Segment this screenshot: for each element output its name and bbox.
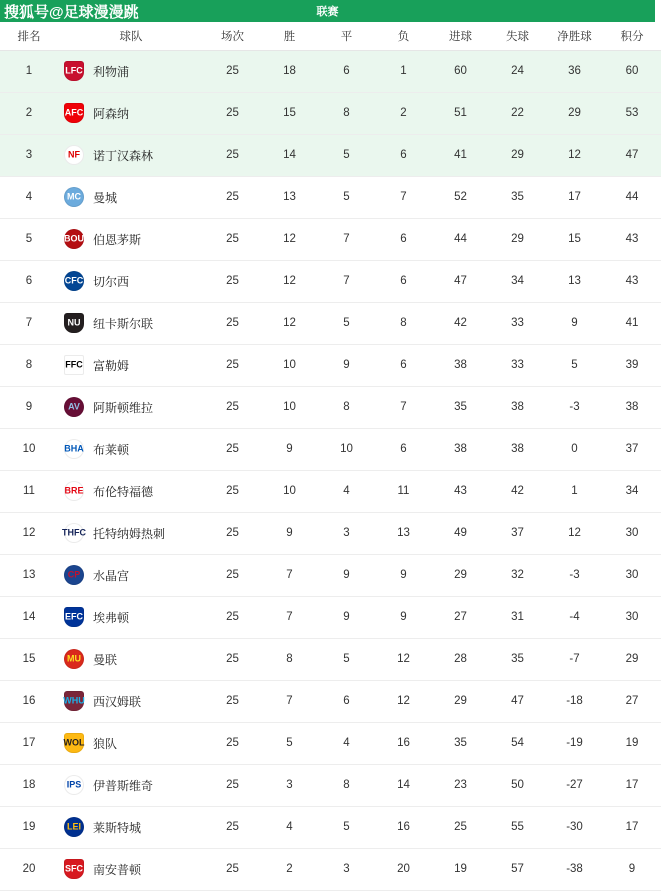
cell-goal-diff: 29 <box>546 92 603 134</box>
cell-goals-against: 24 <box>489 50 546 92</box>
cell-rank: 17 <box>0 722 58 764</box>
table-row[interactable] <box>0 680 661 722</box>
cell-team[interactable] <box>58 92 204 134</box>
cell-points: 30 <box>603 512 661 554</box>
cell-goals-for: 23 <box>432 764 489 806</box>
cell-rank: 1 <box>0 50 58 92</box>
cell-team[interactable] <box>58 554 204 596</box>
cell-played: 25 <box>204 848 261 890</box>
team-crest-icon: NF <box>64 145 84 165</box>
team-crest-icon: IPS <box>64 775 84 795</box>
cell-goals-against: 34 <box>489 260 546 302</box>
cell-goal-diff: 5 <box>546 344 603 386</box>
team-name: 阿森纳 <box>93 106 130 121</box>
cell-draw: 4 <box>318 722 375 764</box>
cell-goals-for: 51 <box>432 92 489 134</box>
cell-goals-against: 35 <box>489 176 546 218</box>
cell-points: 30 <box>603 554 661 596</box>
table-row[interactable] <box>0 344 661 386</box>
cell-goal-diff: -27 <box>546 764 603 806</box>
cell-played: 25 <box>204 470 261 512</box>
cell-goals-for: 47 <box>432 260 489 302</box>
cell-win: 12 <box>261 260 318 302</box>
table-row[interactable] <box>0 512 661 554</box>
cell-rank: 18 <box>0 764 58 806</box>
cell-goals-for: 38 <box>432 344 489 386</box>
cell-goals-against: 54 <box>489 722 546 764</box>
cell-goals-against: 31 <box>489 596 546 638</box>
cell-points: 41 <box>603 302 661 344</box>
cell-rank: 10 <box>0 428 58 470</box>
cell-draw: 3 <box>318 512 375 554</box>
table-row[interactable] <box>0 218 661 260</box>
cell-goals-for: 43 <box>432 470 489 512</box>
team-crest-icon: LFC <box>64 61 84 81</box>
cell-rank: 5 <box>0 218 58 260</box>
team-crest-icon: NU <box>64 313 84 333</box>
cell-win: 7 <box>261 596 318 638</box>
cell-goals-against: 38 <box>489 386 546 428</box>
col-goals-for: 进球 <box>432 22 489 50</box>
cell-played: 25 <box>204 428 261 470</box>
team-crest-icon: FFC <box>64 355 84 375</box>
cell-points: 17 <box>603 764 661 806</box>
table-row[interactable] <box>0 92 661 134</box>
team-name: 曼城 <box>93 190 118 205</box>
cell-goals-against: 50 <box>489 764 546 806</box>
team-crest-icon: AV <box>64 397 84 417</box>
team-crest-icon: MC <box>64 187 84 207</box>
cell-played: 25 <box>204 680 261 722</box>
table-row[interactable] <box>0 302 661 344</box>
cell-team[interactable] <box>58 344 204 386</box>
cell-draw: 5 <box>318 806 375 848</box>
cell-team[interactable] <box>58 218 204 260</box>
top-bar <box>0 0 655 22</box>
team-name: 曼联 <box>93 652 118 667</box>
table-row[interactable] <box>0 848 661 890</box>
cell-goals-against: 47 <box>489 680 546 722</box>
cell-goals-for: 44 <box>432 218 489 260</box>
cell-goal-diff: -7 <box>546 638 603 680</box>
table-body <box>0 50 661 890</box>
table-header <box>0 22 661 50</box>
team-name: 西汉姆联 <box>93 694 142 709</box>
cell-goal-diff: 12 <box>546 512 603 554</box>
cell-played: 25 <box>204 554 261 596</box>
cell-goals-against: 57 <box>489 848 546 890</box>
col-win: 胜 <box>261 22 318 50</box>
cell-rank: 12 <box>0 512 58 554</box>
cell-draw: 8 <box>318 386 375 428</box>
cell-played: 25 <box>204 596 261 638</box>
team-crest-icon: WOL <box>64 733 84 753</box>
cell-draw: 7 <box>318 260 375 302</box>
site-brand: 搜狐号@足球漫漫跳 <box>4 3 139 21</box>
cell-team[interactable] <box>58 134 204 176</box>
cell-win: 5 <box>261 722 318 764</box>
cell-win: 13 <box>261 176 318 218</box>
cell-loss: 9 <box>375 554 432 596</box>
cell-rank: 3 <box>0 134 58 176</box>
table-row[interactable] <box>0 596 661 638</box>
cell-played: 25 <box>204 722 261 764</box>
table-row[interactable] <box>0 50 661 92</box>
cell-team[interactable] <box>58 428 204 470</box>
cell-loss: 6 <box>375 344 432 386</box>
cell-goals-against: 29 <box>489 134 546 176</box>
cell-goals-for: 25 <box>432 806 489 848</box>
team-crest-icon: CFC <box>64 271 84 291</box>
cell-draw: 9 <box>318 596 375 638</box>
cell-points: 60 <box>603 50 661 92</box>
cell-team[interactable] <box>58 848 204 890</box>
cell-points: 27 <box>603 680 661 722</box>
team-name: 伊普斯维奇 <box>93 778 154 793</box>
team-name: 莱斯特城 <box>93 820 142 835</box>
team-name: 诺丁汉森林 <box>93 148 154 163</box>
cell-team[interactable] <box>58 806 204 848</box>
team-crest-icon: WHU <box>64 691 84 711</box>
cell-played: 25 <box>204 134 261 176</box>
cell-loss: 16 <box>375 722 432 764</box>
team-crest-icon: MU <box>64 649 84 669</box>
cell-goal-diff: -4 <box>546 596 603 638</box>
cell-rank: 15 <box>0 638 58 680</box>
cell-draw: 10 <box>318 428 375 470</box>
cell-rank: 9 <box>0 386 58 428</box>
cell-played: 25 <box>204 512 261 554</box>
cell-goals-against: 35 <box>489 638 546 680</box>
cell-rank: 8 <box>0 344 58 386</box>
cell-rank: 4 <box>0 176 58 218</box>
cell-goal-diff: 1 <box>546 470 603 512</box>
cell-played: 25 <box>204 386 261 428</box>
cell-goal-diff: 9 <box>546 302 603 344</box>
cell-loss: 16 <box>375 806 432 848</box>
cell-team[interactable] <box>58 764 204 806</box>
cell-played: 25 <box>204 806 261 848</box>
cell-loss: 1 <box>375 50 432 92</box>
cell-team[interactable] <box>58 302 204 344</box>
cell-draw: 9 <box>318 554 375 596</box>
team-crest-icon: SFC <box>64 859 84 879</box>
col-points: 积分 <box>603 22 661 50</box>
cell-team[interactable] <box>58 50 204 92</box>
cell-draw: 7 <box>318 218 375 260</box>
cell-played: 25 <box>204 638 261 680</box>
cell-team[interactable] <box>58 512 204 554</box>
cell-team[interactable] <box>58 680 204 722</box>
cell-goals-for: 38 <box>432 428 489 470</box>
cell-win: 4 <box>261 806 318 848</box>
cell-goals-for: 41 <box>432 134 489 176</box>
cell-team[interactable] <box>58 596 204 638</box>
cell-points: 47 <box>603 134 661 176</box>
cell-points: 38 <box>603 386 661 428</box>
cell-loss: 6 <box>375 218 432 260</box>
cell-goals-for: 27 <box>432 596 489 638</box>
cell-goal-diff: -3 <box>546 386 603 428</box>
cell-played: 25 <box>204 344 261 386</box>
cell-win: 9 <box>261 512 318 554</box>
col-goals-against: 失球 <box>489 22 546 50</box>
cell-points: 53 <box>603 92 661 134</box>
cell-loss: 20 <box>375 848 432 890</box>
table-row[interactable] <box>0 470 661 512</box>
team-name: 托特纳姆热刺 <box>93 526 166 541</box>
cell-team[interactable] <box>58 722 204 764</box>
cell-goals-for: 35 <box>432 722 489 764</box>
cell-win: 9 <box>261 428 318 470</box>
cell-played: 25 <box>204 50 261 92</box>
team-name: 水晶宫 <box>93 568 130 583</box>
team-crest-icon: BOU <box>64 229 84 249</box>
cell-rank: 13 <box>0 554 58 596</box>
cell-rank: 7 <box>0 302 58 344</box>
cell-goals-for: 42 <box>432 302 489 344</box>
table-row[interactable] <box>0 386 661 428</box>
cell-goals-for: 29 <box>432 554 489 596</box>
table-row[interactable] <box>0 134 661 176</box>
cell-draw: 5 <box>318 638 375 680</box>
cell-goals-against: 33 <box>489 302 546 344</box>
cell-goal-diff: 15 <box>546 218 603 260</box>
cell-draw: 3 <box>318 848 375 890</box>
cell-loss: 7 <box>375 386 432 428</box>
cell-win: 7 <box>261 554 318 596</box>
cell-points: 43 <box>603 260 661 302</box>
cell-loss: 12 <box>375 638 432 680</box>
cell-goals-against: 32 <box>489 554 546 596</box>
cell-played: 25 <box>204 260 261 302</box>
cell-goal-diff: 36 <box>546 50 603 92</box>
cell-points: 39 <box>603 344 661 386</box>
cell-win: 7 <box>261 680 318 722</box>
cell-goals-against: 38 <box>489 428 546 470</box>
cell-rank: 19 <box>0 806 58 848</box>
cell-loss: 14 <box>375 764 432 806</box>
col-played: 场次 <box>204 22 261 50</box>
cell-team[interactable] <box>58 638 204 680</box>
cell-win: 2 <box>261 848 318 890</box>
cell-goals-against: 55 <box>489 806 546 848</box>
cell-loss: 8 <box>375 302 432 344</box>
cell-draw: 6 <box>318 50 375 92</box>
cell-goal-diff: -38 <box>546 848 603 890</box>
cell-win: 3 <box>261 764 318 806</box>
col-draw: 平 <box>318 22 375 50</box>
cell-goals-against: 42 <box>489 470 546 512</box>
team-crest-icon: THFC <box>64 523 84 543</box>
team-crest-icon: LEI <box>64 817 84 837</box>
cell-win: 15 <box>261 92 318 134</box>
cell-points: 19 <box>603 722 661 764</box>
cell-win: 10 <box>261 470 318 512</box>
cell-played: 25 <box>204 92 261 134</box>
team-crest-icon: AFC <box>64 103 84 123</box>
cell-loss: 7 <box>375 176 432 218</box>
team-crest-icon: EFC <box>64 607 84 627</box>
cell-draw: 8 <box>318 764 375 806</box>
cell-goals-against: 33 <box>489 344 546 386</box>
cell-team[interactable] <box>58 386 204 428</box>
cell-win: 12 <box>261 302 318 344</box>
cell-played: 25 <box>204 176 261 218</box>
team-name: 切尔西 <box>93 274 130 289</box>
cell-points: 44 <box>603 176 661 218</box>
table-row[interactable] <box>0 722 661 764</box>
cell-points: 17 <box>603 806 661 848</box>
cell-loss: 11 <box>375 470 432 512</box>
cell-goal-diff: -18 <box>546 680 603 722</box>
cell-rank: 11 <box>0 470 58 512</box>
team-name: 伯恩茅斯 <box>93 232 142 247</box>
cell-draw: 5 <box>318 134 375 176</box>
cell-loss: 6 <box>375 134 432 176</box>
cell-win: 18 <box>261 50 318 92</box>
cell-draw: 9 <box>318 344 375 386</box>
standings-table <box>0 22 661 891</box>
table-row[interactable] <box>0 764 661 806</box>
cell-win: 8 <box>261 638 318 680</box>
cell-loss: 12 <box>375 680 432 722</box>
team-name: 富勒姆 <box>93 358 130 373</box>
team-name: 南安普顿 <box>93 862 142 877</box>
table-row[interactable] <box>0 638 661 680</box>
cell-points: 9 <box>603 848 661 890</box>
col-goal-diff: 净胜球 <box>546 22 603 50</box>
cell-goals-against: 37 <box>489 512 546 554</box>
team-name: 纽卡斯尔联 <box>93 316 154 331</box>
cell-draw: 5 <box>318 176 375 218</box>
cell-goals-against: 29 <box>489 218 546 260</box>
team-name: 利物浦 <box>93 64 130 79</box>
cell-goal-diff: 13 <box>546 260 603 302</box>
cell-points: 29 <box>603 638 661 680</box>
cell-goal-diff: 0 <box>546 428 603 470</box>
col-team: 球队 <box>58 22 204 50</box>
cell-points: 30 <box>603 596 661 638</box>
cell-rank: 6 <box>0 260 58 302</box>
cell-rank: 2 <box>0 92 58 134</box>
cell-goal-diff: -3 <box>546 554 603 596</box>
cell-rank: 16 <box>0 680 58 722</box>
col-rank: 排名 <box>0 22 58 50</box>
table-row[interactable] <box>0 176 661 218</box>
cell-points: 34 <box>603 470 661 512</box>
cell-draw: 5 <box>318 302 375 344</box>
cell-goal-diff: 17 <box>546 176 603 218</box>
cell-loss: 9 <box>375 596 432 638</box>
cell-win: 10 <box>261 386 318 428</box>
table-row[interactable] <box>0 806 661 848</box>
cell-goal-diff: 12 <box>546 134 603 176</box>
table-row[interactable] <box>0 428 661 470</box>
cell-goals-for: 28 <box>432 638 489 680</box>
table-row[interactable] <box>0 260 661 302</box>
cell-rank: 14 <box>0 596 58 638</box>
header-row <box>0 22 661 50</box>
team-crest-icon: CP <box>64 565 84 585</box>
cell-goals-against: 22 <box>489 92 546 134</box>
cell-played: 25 <box>204 218 261 260</box>
team-name: 埃弗顿 <box>93 610 130 625</box>
cell-played: 25 <box>204 302 261 344</box>
cell-loss: 13 <box>375 512 432 554</box>
cell-rank: 20 <box>0 848 58 890</box>
cell-loss: 2 <box>375 92 432 134</box>
cell-played: 25 <box>204 764 261 806</box>
cell-draw: 6 <box>318 680 375 722</box>
cell-loss: 6 <box>375 260 432 302</box>
cell-points: 37 <box>603 428 661 470</box>
cell-draw: 4 <box>318 470 375 512</box>
team-name: 狼队 <box>93 736 118 751</box>
cell-goal-diff: -30 <box>546 806 603 848</box>
cell-goals-for: 60 <box>432 50 489 92</box>
cell-goals-for: 52 <box>432 176 489 218</box>
cell-points: 43 <box>603 218 661 260</box>
cell-win: 14 <box>261 134 318 176</box>
team-name: 布莱顿 <box>93 442 130 457</box>
cell-goals-for: 49 <box>432 512 489 554</box>
page-title: 联赛 <box>316 6 339 18</box>
team-crest-icon: BRE <box>64 481 84 501</box>
col-loss: 负 <box>375 22 432 50</box>
team-name: 布伦特福德 <box>93 484 154 499</box>
cell-win: 10 <box>261 344 318 386</box>
team-crest-icon: BHA <box>64 439 84 459</box>
cell-goal-diff: -19 <box>546 722 603 764</box>
cell-win: 12 <box>261 218 318 260</box>
cell-loss: 6 <box>375 428 432 470</box>
cell-team[interactable] <box>58 260 204 302</box>
cell-draw: 8 <box>318 92 375 134</box>
table-row[interactable] <box>0 554 661 596</box>
cell-goals-for: 19 <box>432 848 489 890</box>
cell-goals-for: 29 <box>432 680 489 722</box>
cell-team[interactable] <box>58 176 204 218</box>
team-name: 阿斯顿维拉 <box>93 400 154 415</box>
cell-goals-for: 35 <box>432 386 489 428</box>
cell-team[interactable] <box>58 470 204 512</box>
